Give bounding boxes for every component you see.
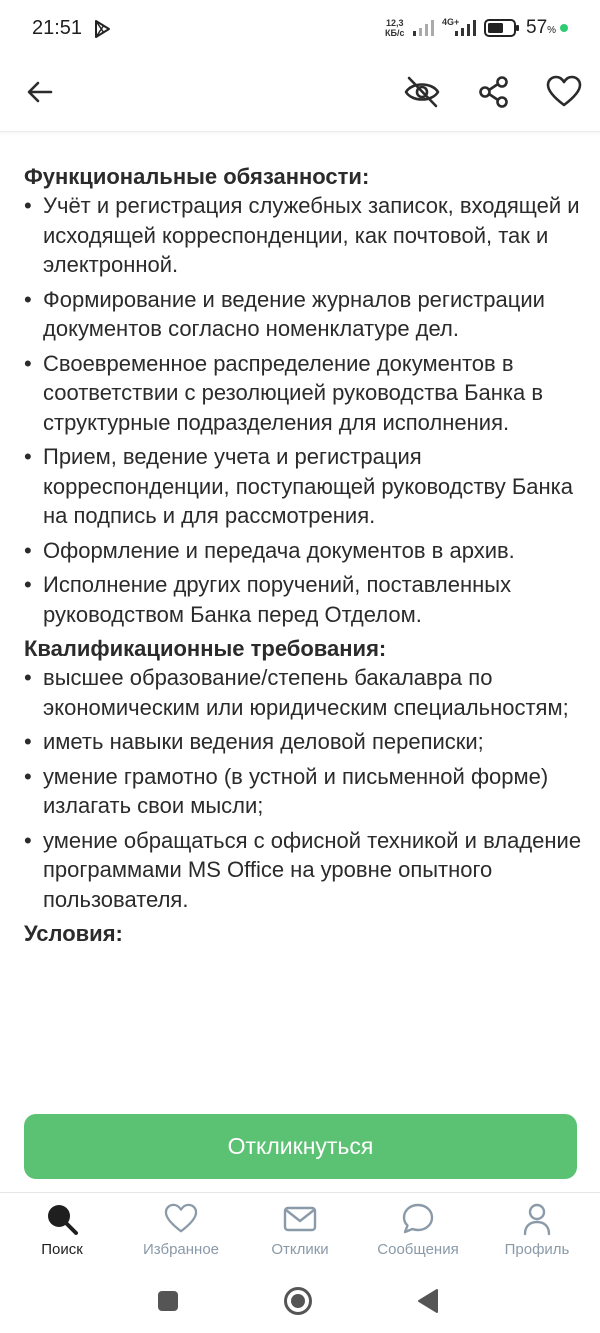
duties-list bbox=[24, 191, 584, 629]
list-item: • Учёт и регистрация служебных записок, входящей и исходящей корреспонденции, как почтовой, так и электронной. bbox=[24, 193, 580, 277]
duties-title: Функциональные обязанности: bbox=[24, 164, 370, 189]
share-button[interactable] bbox=[472, 70, 516, 114]
nav-item-search[interactable] bbox=[2, 1201, 122, 1263]
play-store-icon bbox=[92, 19, 112, 39]
vacancy-description bbox=[24, 160, 584, 948]
list-item: • высшее образование/степень бакалавра по экономическим или юридическим специальностям; bbox=[24, 665, 569, 720]
bottom-navigation bbox=[0, 1192, 600, 1268]
nav-label: Сообщения bbox=[377, 1241, 459, 1258]
arrow-left-icon bbox=[25, 77, 55, 107]
respond-button[interactable]: Откликнуться bbox=[24, 1114, 577, 1179]
search-icon bbox=[45, 1202, 79, 1236]
person-icon bbox=[522, 1202, 552, 1236]
recents-button[interactable] bbox=[153, 1286, 183, 1316]
list-item: • Прием, ведение учета и регистрация корреспонденции, поступающей руководству Банка на подпись и для рассмотрения. bbox=[24, 444, 574, 528]
signal-icon bbox=[412, 19, 436, 37]
chat-bubble-icon bbox=[401, 1202, 435, 1236]
system-navigation-bar bbox=[0, 1268, 600, 1333]
heart-icon bbox=[164, 1203, 198, 1235]
list-item: • умение обращаться с офисной техникой и владение программами MS Office на уровне опытного пользователя. bbox=[24, 827, 582, 912]
nav-item-profile[interactable] bbox=[477, 1201, 597, 1263]
network-type: 4G+ bbox=[442, 17, 460, 27]
circle-icon bbox=[283, 1286, 313, 1316]
network-speed: 12,3 КБ/с bbox=[385, 18, 405, 38]
list-item: • Исполнение других поручений, поставленных руководством Банка перед Отделом. bbox=[24, 572, 512, 627]
list-item: • Оформление и передача документов в архив. bbox=[24, 537, 515, 563]
nav-label: Избранное bbox=[142, 1241, 220, 1258]
eye-off-icon bbox=[402, 72, 442, 112]
nav-label: Отклики bbox=[271, 1241, 329, 1258]
nav-item-favorites[interactable] bbox=[121, 1201, 241, 1263]
status-time: 21:51 bbox=[32, 17, 83, 39]
respond-bar bbox=[0, 1102, 600, 1192]
heart-icon bbox=[546, 75, 582, 109]
nav-label: Поиск bbox=[41, 1241, 83, 1258]
list-item: • Своевременное распределение документов в соответствии с резолюцией руководства Банка в структурные подразделения для исполнения. bbox=[24, 350, 544, 435]
share-icon bbox=[477, 75, 511, 109]
favorite-button[interactable] bbox=[542, 70, 586, 114]
triangle-back-icon bbox=[416, 1288, 440, 1314]
system-back-button[interactable] bbox=[413, 1286, 443, 1316]
status-dot bbox=[560, 24, 568, 32]
home-button[interactable] bbox=[283, 1286, 313, 1316]
conditions-title: Условия: bbox=[24, 921, 123, 946]
square-icon bbox=[157, 1290, 179, 1312]
requirements-title: Квалификационные требования: bbox=[24, 636, 387, 661]
back-button[interactable] bbox=[18, 70, 62, 114]
nav-label: Профиль bbox=[504, 1241, 570, 1258]
list-item: • умение грамотно (в устной и письменной форме) излагать свои мысли; bbox=[24, 763, 549, 818]
nav-item-messages[interactable] bbox=[358, 1201, 478, 1263]
list-item: • иметь навыки ведения деловой переписки; bbox=[24, 729, 484, 754]
battery-percent: 57% bbox=[526, 17, 557, 38]
nav-item-responses[interactable] bbox=[240, 1201, 360, 1263]
signal-icon bbox=[452, 19, 478, 37]
status-bar bbox=[0, 0, 600, 58]
hide-vacancy-button[interactable] bbox=[400, 70, 444, 114]
app-header bbox=[0, 58, 600, 132]
battery-icon bbox=[484, 19, 520, 37]
envelope-icon bbox=[283, 1205, 317, 1233]
list-item: • Формирование и ведение журналов регистрации документов согласно номенклатуре дел. bbox=[24, 286, 545, 341]
requirements-list bbox=[24, 663, 584, 914]
